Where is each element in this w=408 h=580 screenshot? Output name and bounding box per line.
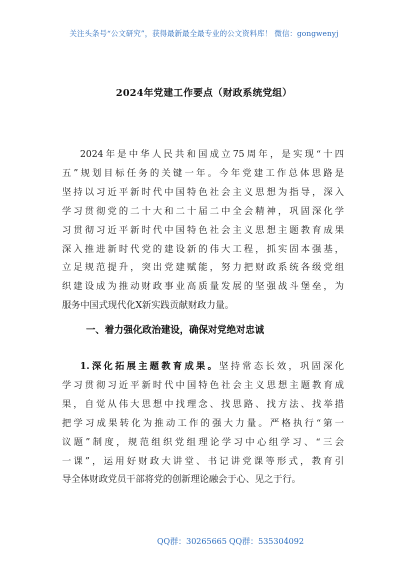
qq-group-2: QQ群：535304092 bbox=[229, 537, 304, 546]
item1-line: 把学习成果转化为推动工作的强大力量。严格执行“第一 bbox=[62, 417, 344, 429]
header-banner: 关注头条号“公文研究”，获得最新最全最专业的公文资料库！ 微信：gongwenyj bbox=[69, 29, 339, 38]
item1-line: 果，自觉从伟大思想中找理念、找思路、找方法、找举措 bbox=[62, 398, 344, 410]
intro-paragraph bbox=[62, 146, 344, 316]
intro-line: 五”规划目标任务的关键一年。今年党建工作总体思路是 bbox=[62, 167, 344, 179]
intro-line: 习贯彻习近平新时代中国特色社会主义思想主题教育成果 bbox=[62, 224, 344, 236]
item1-first-line bbox=[62, 358, 344, 377]
intro-line: 立足规范提升，突出党建赋能，努力把财政系统各级党组 bbox=[62, 262, 344, 274]
intro-line: 2024年是中华人民共和国成立75周年，是实现“十四 bbox=[80, 149, 344, 160]
section-heading: 一、着力强化政治建设，确保对党绝对忠诚 bbox=[86, 325, 265, 336]
intro-line: 服务中国式现代化X新实践贡献财政力量。 bbox=[62, 300, 234, 312]
qq-group-1: QQ群：30265665 bbox=[157, 537, 227, 546]
item1-line: 一课”，运用好财政大讲堂、书记讲党课等形式，教育引 bbox=[62, 455, 344, 467]
item1-line: 学习贯彻习近平新时代中国特色社会主义思想主题教育成 bbox=[62, 379, 344, 391]
intro-line: 坚持以习近平新时代中国特色社会主义思想为指导，深入 bbox=[62, 186, 344, 198]
item1-first-rest: 坚持常态长效，巩固深化 bbox=[219, 361, 344, 372]
intro-line: 深入推进新时代党的建设新的伟大工程，抓实固本强基， bbox=[62, 243, 344, 255]
item1-line: 议题”制度，规范组织党组理论学习中心组学习、“三会 bbox=[62, 436, 344, 448]
item1-paragraph bbox=[62, 358, 344, 490]
item1-line: 导全体财政党员干部将党的创新理论融会于心、见之于行。 bbox=[62, 474, 301, 486]
intro-line: 织建设成为推动财政事业高质量发展的坚强战斗堡垒，为 bbox=[62, 281, 344, 293]
document-title: 2024年党建工作要点（财政系统党组） bbox=[115, 88, 293, 99]
intro-line: 学习贯彻党的二十大和二十届二中全会精神，巩固深化学 bbox=[62, 205, 344, 217]
item1-lead: 1.深化拓展主题教育成果。 bbox=[80, 361, 220, 372]
